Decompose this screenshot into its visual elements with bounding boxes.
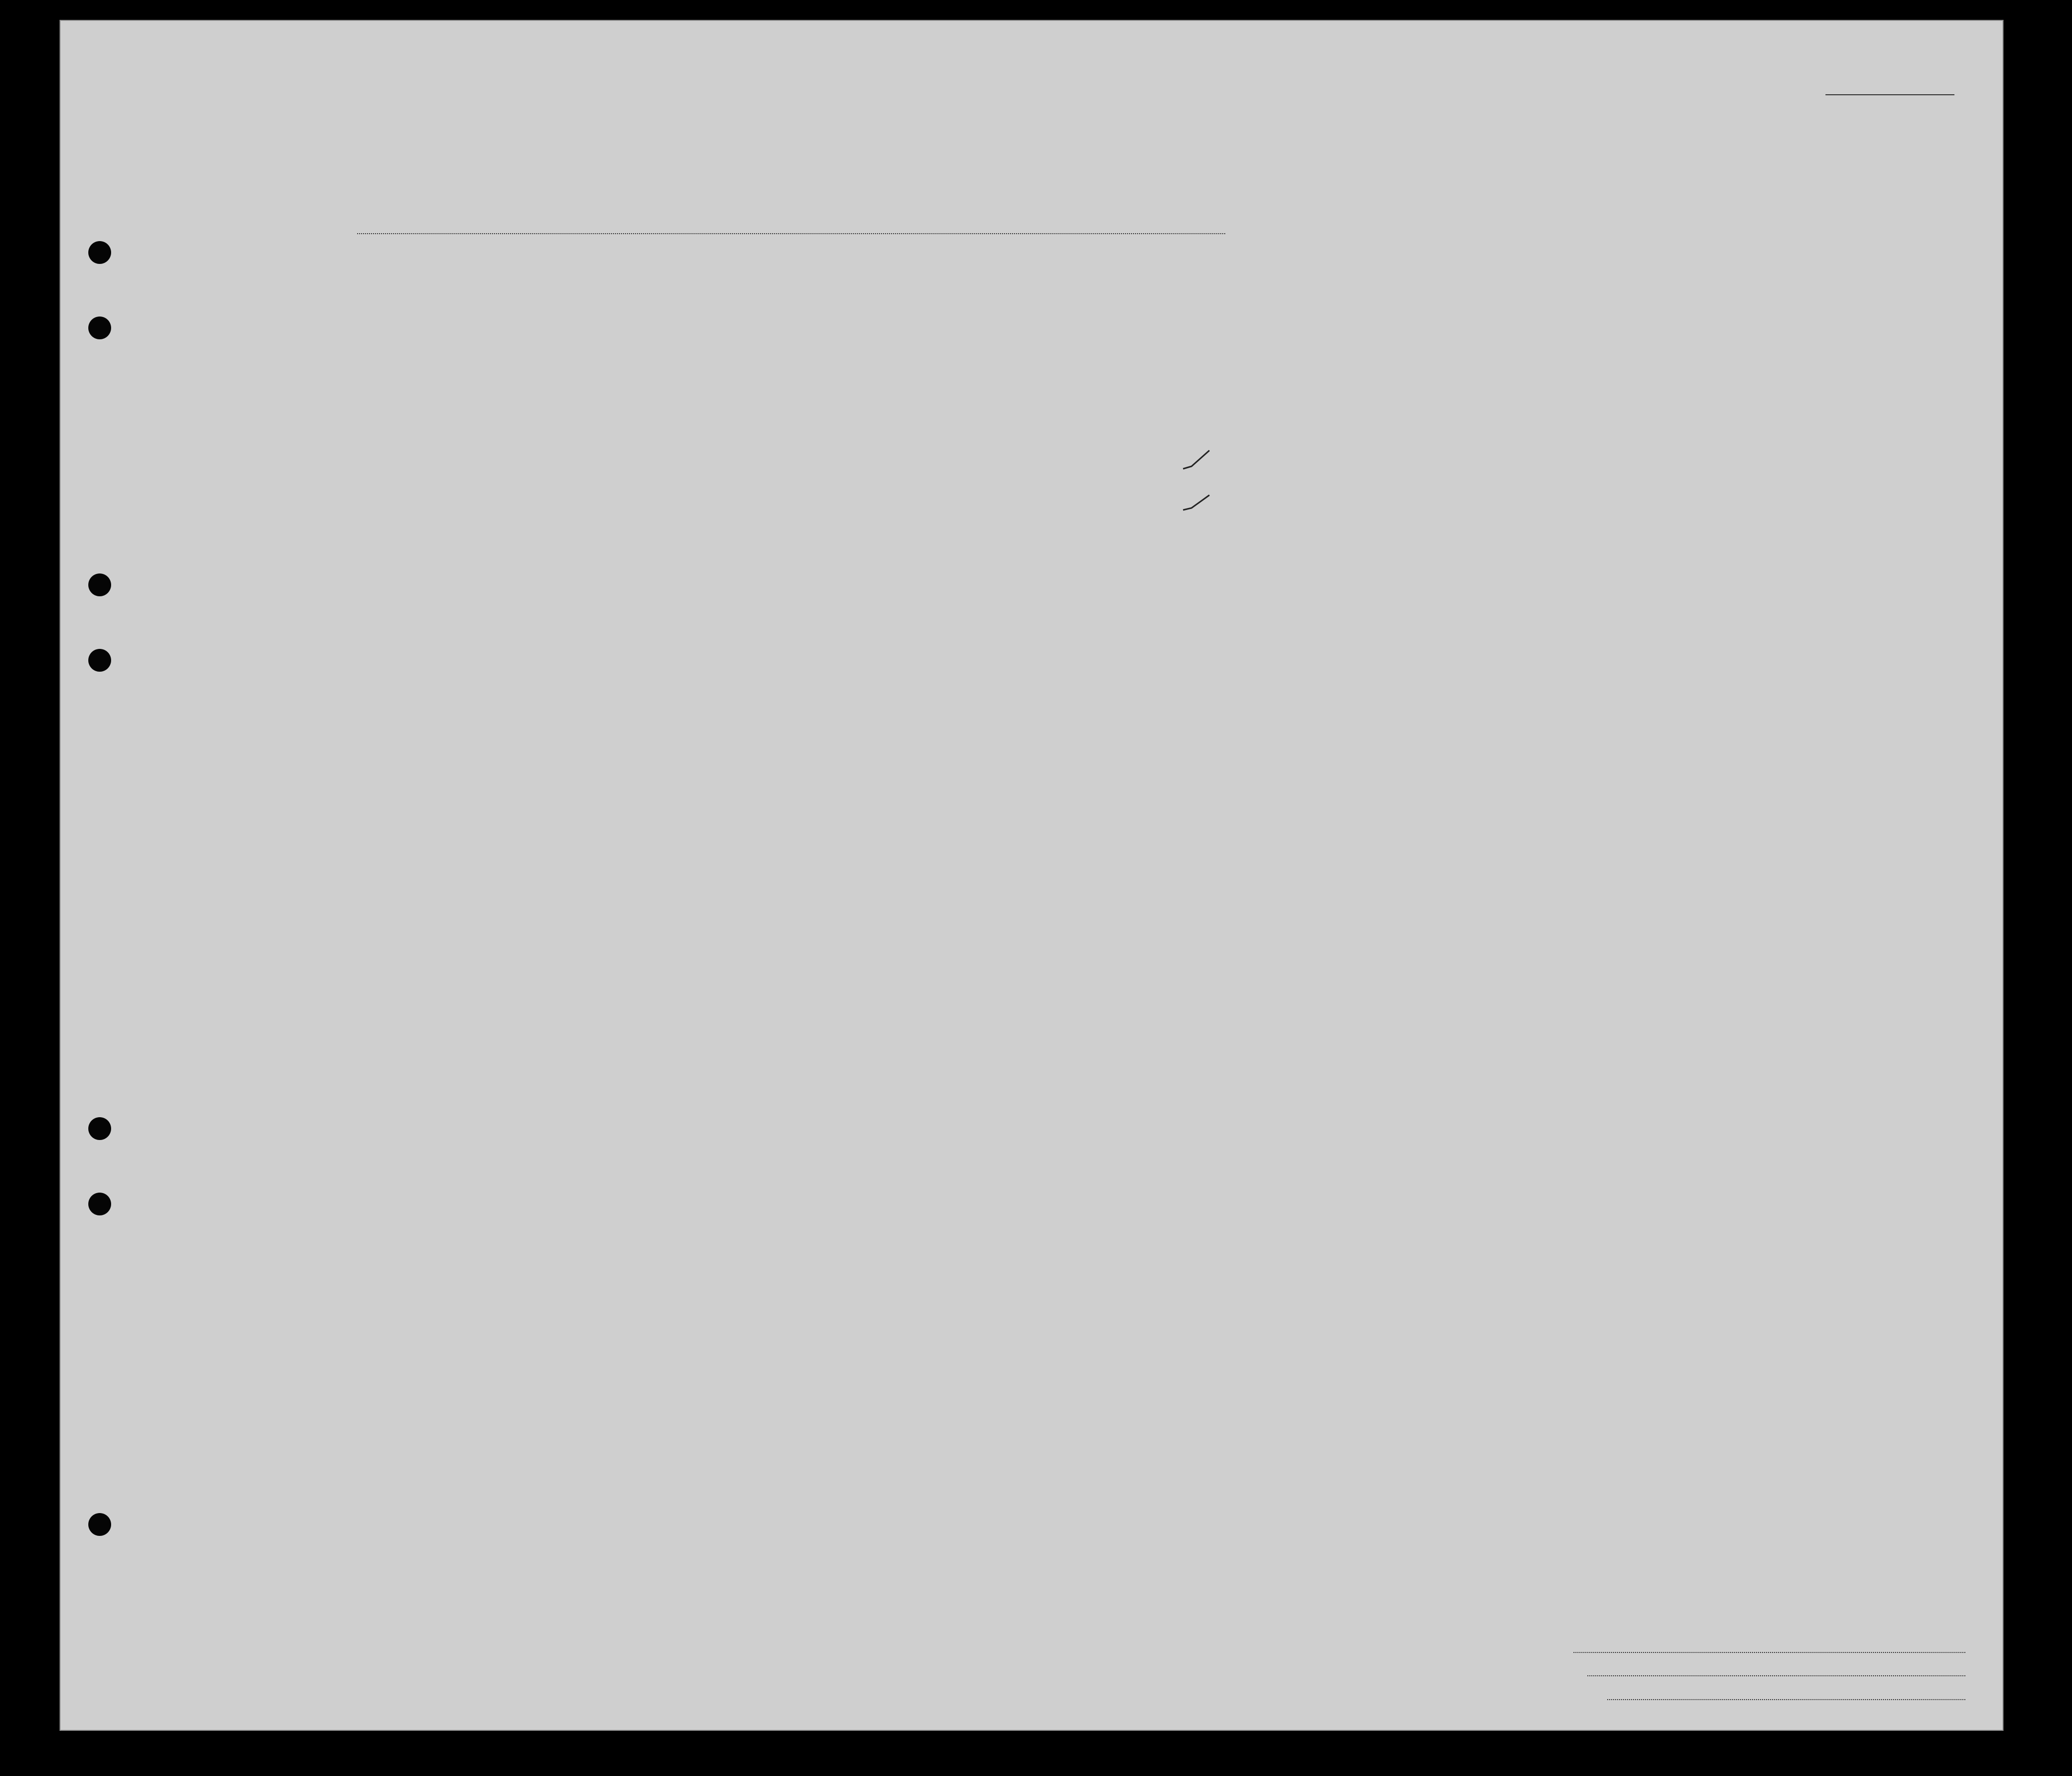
col-29-header: [1475, 317, 1499, 431]
col-30-header: [1515, 318, 1531, 427]
col-24-a-header: [1201, 330, 1221, 429]
check-marks: [1181, 446, 1220, 516]
footer-agents-rule: [1607, 1699, 1965, 1700]
footer-line-rule: [1573, 1652, 1965, 1653]
col-24-b-header: [1235, 330, 1255, 429]
col-31-header: [1541, 318, 1557, 427]
footer-owners-rule: [1587, 1675, 1965, 1676]
col-25-header: [1330, 317, 1354, 431]
col-28-header: [1430, 320, 1459, 434]
arriving-underline: [357, 233, 1225, 234]
list-number-underline: [1825, 94, 1954, 95]
col-24-c-header: [1270, 330, 1290, 429]
